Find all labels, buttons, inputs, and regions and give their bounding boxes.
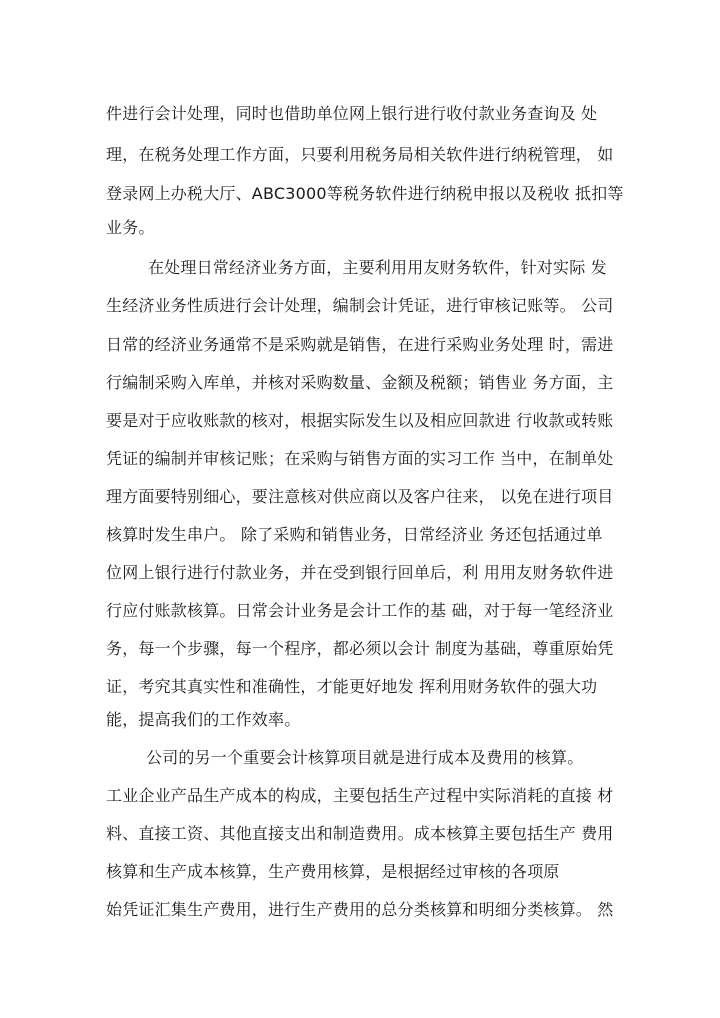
text-line: 位网上银行进行付款业务，并在受到银行回单后，利 用用友财务软件进 — [106, 563, 614, 582]
paragraph-first-line: 公司的另一个重要会计核算项目就是进行成本及费用的核算。 — [146, 748, 584, 767]
text-line: 证，考究其真实性和准确性，才能更好地发 挥利用财务软件的强大功 — [106, 677, 598, 696]
text-line: 登录网上办税大厅、ABC3000等税务软件进行纳税申报以及税收 抵扣等 — [106, 184, 624, 203]
text-line: 生经济业务性质进行会计处理，编制会计凭证，进行审核记账等。 公司 — [106, 296, 614, 315]
text-line: 料、直接工资、其他直接支出和制造费用。成本核算主要包括生产 费用 — [106, 824, 614, 843]
text-line: 理，在税务处理工作方面，只要利用税务局相关软件进行纳税管理， 如 — [106, 145, 614, 164]
paragraph-first-line: 在处理日常经济业务方面，主要利用用友财务软件，针对实际 发 — [148, 258, 607, 277]
text-line: 工业企业产品生产成本的构成，主要包括生产过程中实际消耗的直接 材 — [106, 786, 614, 805]
text-line: 日常的经济业务通常不是采购就是销售，在进行采购业务处理 时，需进 — [106, 335, 614, 354]
text-line: 核算时发生串户。 除了采购和销售业务，日常经济业 务还包括通过单 — [106, 525, 603, 544]
text-line: 凭证的编制并审核记账；在采购与销售方面的实习工作 当中，在制单处 — [106, 449, 614, 468]
text-line: 核算和生产成本核算，生产费用核算，是根据经过审核的各项原 — [106, 862, 560, 881]
text-line: 要是对于应收账款的核对，根据实际发生以及相应回款进 行收款或转账 — [106, 411, 614, 430]
text-line: 行编制采购入库单，并核对采购数量、金额及税额；销售业 务方面，主 — [106, 373, 614, 392]
text-line: 始凭证汇集生产费用，进行生产费用的总分类核算和明细分类核算。 然 — [106, 900, 614, 919]
text-line: 行应付账款核算。日常会计业务是会计工作的基 础，对于每一笔经济业 — [106, 601, 614, 620]
text-line: 业务。 — [106, 218, 155, 237]
text-line: 理方面要特别细心，要注意核对供应商以及客户往来， 以免在进行项目 — [106, 487, 614, 506]
text-line: 能，提高我们的工作效率。 — [106, 710, 301, 729]
text-line: 件进行会计处理，同时也借助单位网上银行进行收付款业务查询及 处 — [106, 104, 598, 123]
text-line: 务，每一个步骤，每一个程序，都必须以会计 制度为基础，尊重原始凭 — [106, 639, 614, 658]
